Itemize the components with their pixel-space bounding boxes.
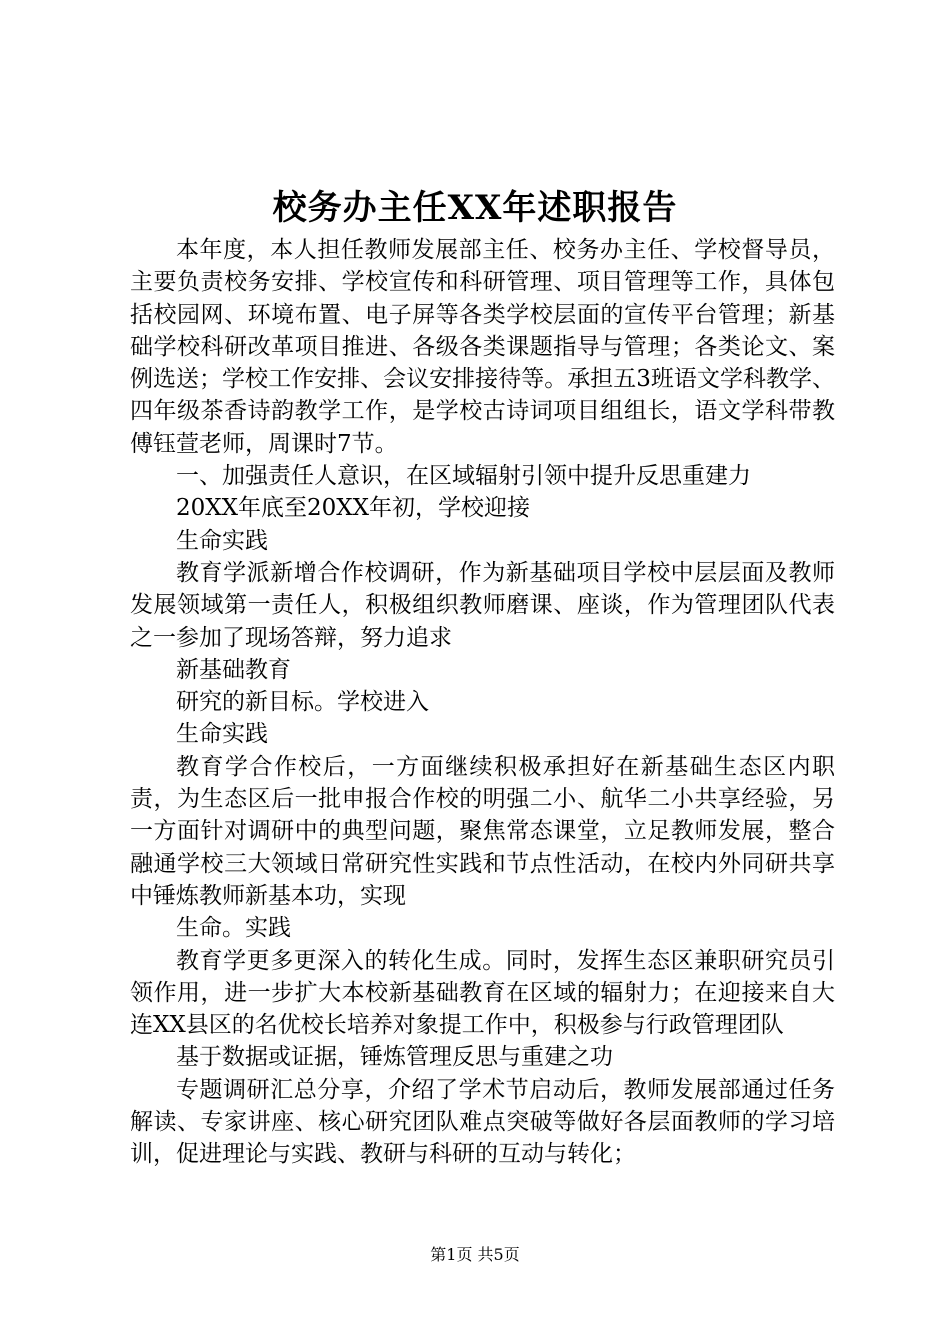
- section-heading: 一、加强责任人意识，在区域辐射引领中提升反思重建力: [176, 463, 751, 490]
- paragraph: 专题调研汇总分享，介绍了学术节启动后，教师发展部通过任务解读、专家讲座、核心研究团队难点突破等做好各层面教师的学习培训，促进理论与实践、教研与科研的互动与转化；: [130, 1076, 835, 1168]
- page-footer: 第1页 共5页: [430, 1245, 520, 1264]
- paragraph: 本年度，本人担任教师发展部主任、校务办主任、学校督导员，主要负责校务安排、学校宣传和科研管理、项目管理等工作，具体包括校园网、环境布置、电子屏等各类学校层面的宣传平台管理；新基础学校科研改革项目推进、各级各类课题指导与管理；各类论文、案例选送；学校工作安排、会议安排接待等。承担五3班语文学科教学、四年级茶香诗韵教学工作，是学校古诗词项目组组长，语文学科带教傅钰萱老师，周课时7节。: [130, 237, 835, 457]
- paragraph: 20XX年底至20XX年初，学校迎接: [176, 495, 531, 522]
- document-title: 校务办主任XX年述职报告: [272, 188, 678, 228]
- document-body: [130, 234, 835, 1171]
- paragraph: 生命实践: [176, 721, 268, 748]
- paragraph: 生命。实践: [176, 915, 291, 942]
- paragraph: 研究的新目标。学校进入: [176, 689, 429, 716]
- paragraph: 教育学合作校后，一方面继续积极承担好在新基础生态区内职责，为生态区后一批申报合作校的明强二小、航华二小共享经验，另一方面针对调研中的典型问题，聚焦常态课堂，立足教师发展，整合融通学校三大领域日常研究性实践和节点性活动，在校内外同研共享中锤炼教师新基本功，实现: [130, 753, 835, 909]
- paragraph: 新基础教育: [176, 656, 291, 683]
- paragraph: 基于数据或证据，锤炼管理反思与重建之功: [176, 1044, 613, 1071]
- paragraph: 生命实践: [176, 527, 268, 554]
- paragraph: 教育学派新增合作校调研，作为新基础项目学校中层层面及教师发展领域第一责任人，积极组织教师磨课、座谈，作为管理团队代表之一参加了现场答辩，努力追求: [130, 559, 835, 651]
- paragraph: 教育学更多更深入的转化生成。同时，发挥生态区兼职研究员引领作用，进一步扩大本校新基础教育在区域的辐射力；在迎接来自大连XX县区的名优校长培养对象提工作中，积极参与行政管理团队: [130, 947, 835, 1039]
